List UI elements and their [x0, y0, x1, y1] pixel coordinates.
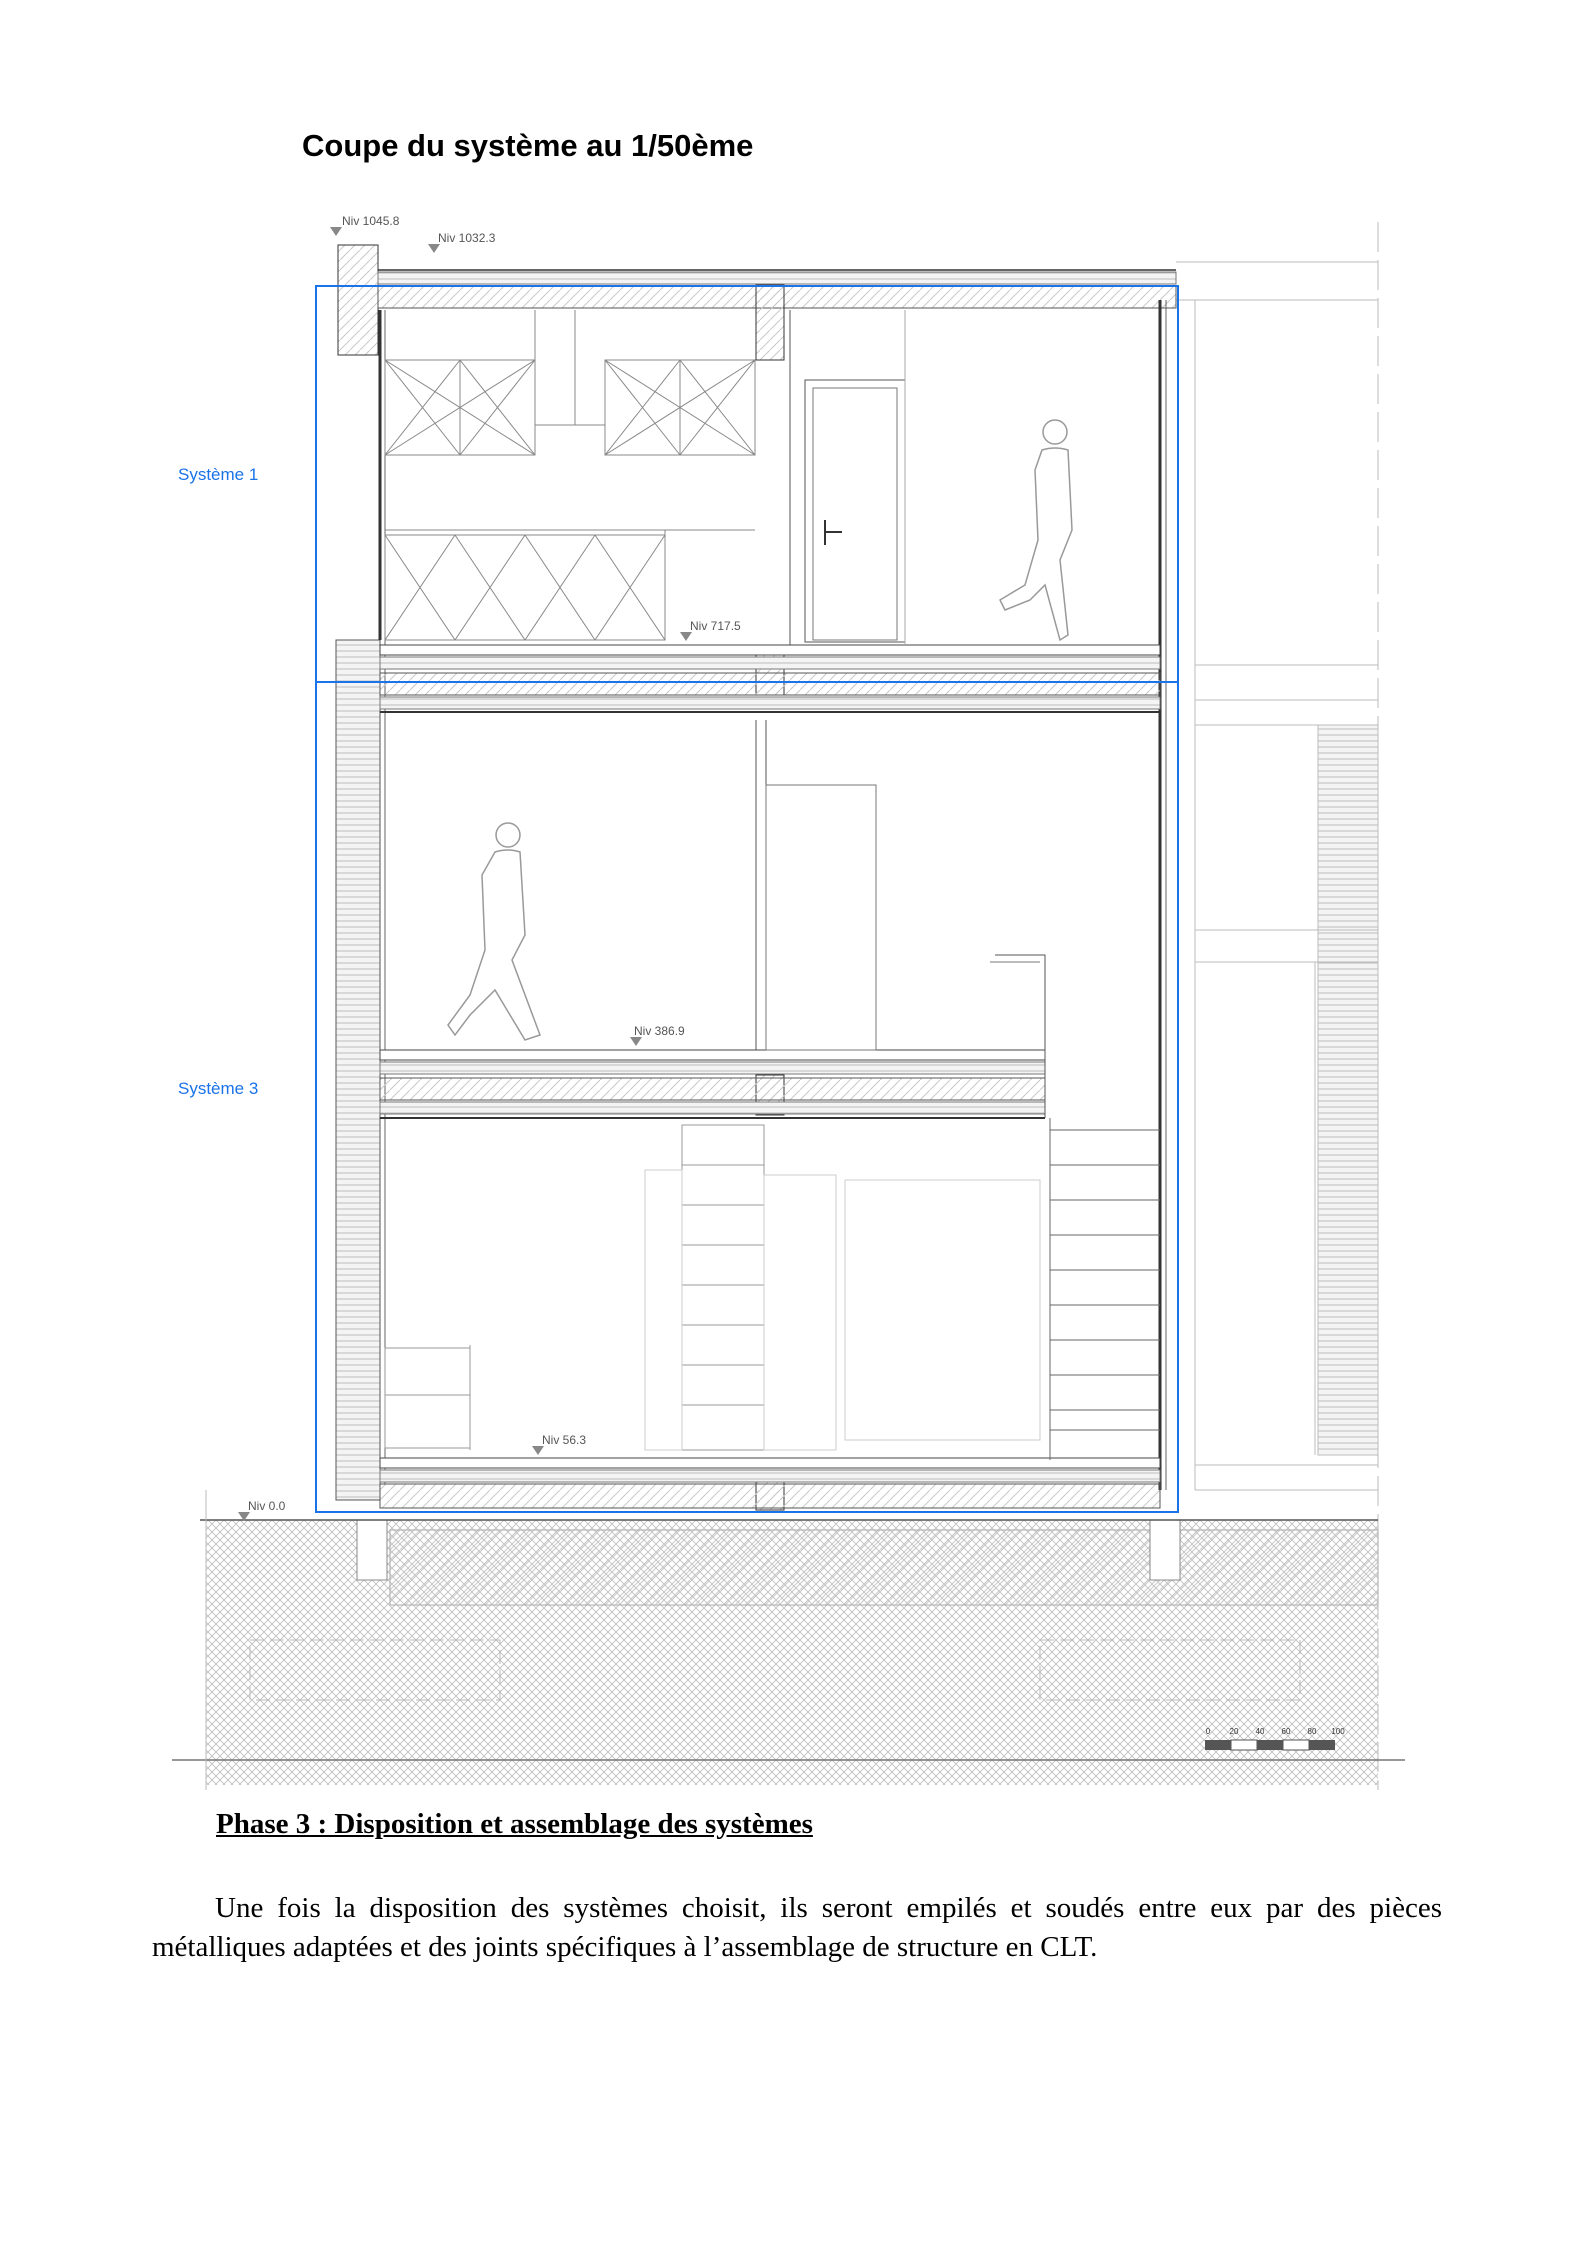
level-1045: Niv 1045.8 [342, 214, 400, 228]
page-title: Coupe du système au 1/50ème [302, 128, 754, 163]
level-markers [238, 227, 692, 1521]
system-outlines [316, 286, 1178, 1512]
scale-tick-60: 60 [1281, 1727, 1291, 1736]
building-section [336, 245, 1176, 1510]
scale-tick-0: 0 [1205, 1727, 1211, 1736]
scale-tick-80: 80 [1307, 1727, 1317, 1736]
level-56: Niv 56.3 [542, 1433, 587, 1447]
level-717: Niv 717.5 [690, 619, 741, 633]
scale-tick-20: 20 [1229, 1727, 1239, 1736]
level-0: Niv 0.0 [248, 1499, 286, 1513]
scale-tick-40: 40 [1255, 1727, 1265, 1736]
figure-middle [448, 823, 540, 1040]
section-heading: Phase 3 : Disposition et assemblage des systèmes [216, 1808, 813, 1840]
system3-label: Système 3 [178, 1079, 259, 1098]
scale-tick-100: 100 [1331, 1727, 1345, 1736]
level-1032: Niv 1032.3 [438, 231, 496, 245]
figure-upper [1000, 420, 1072, 640]
level-386: Niv 386.9 [634, 1024, 685, 1038]
body-paragraph: Une fois la disposition des systèmes choisit, ils seront empilés et soudés entre eux par des pièces métalliques adaptées et des joints spécifiques à l’assemblage de structure en CLT. [152, 1892, 1442, 1963]
system1-label: Système 1 [178, 465, 259, 484]
